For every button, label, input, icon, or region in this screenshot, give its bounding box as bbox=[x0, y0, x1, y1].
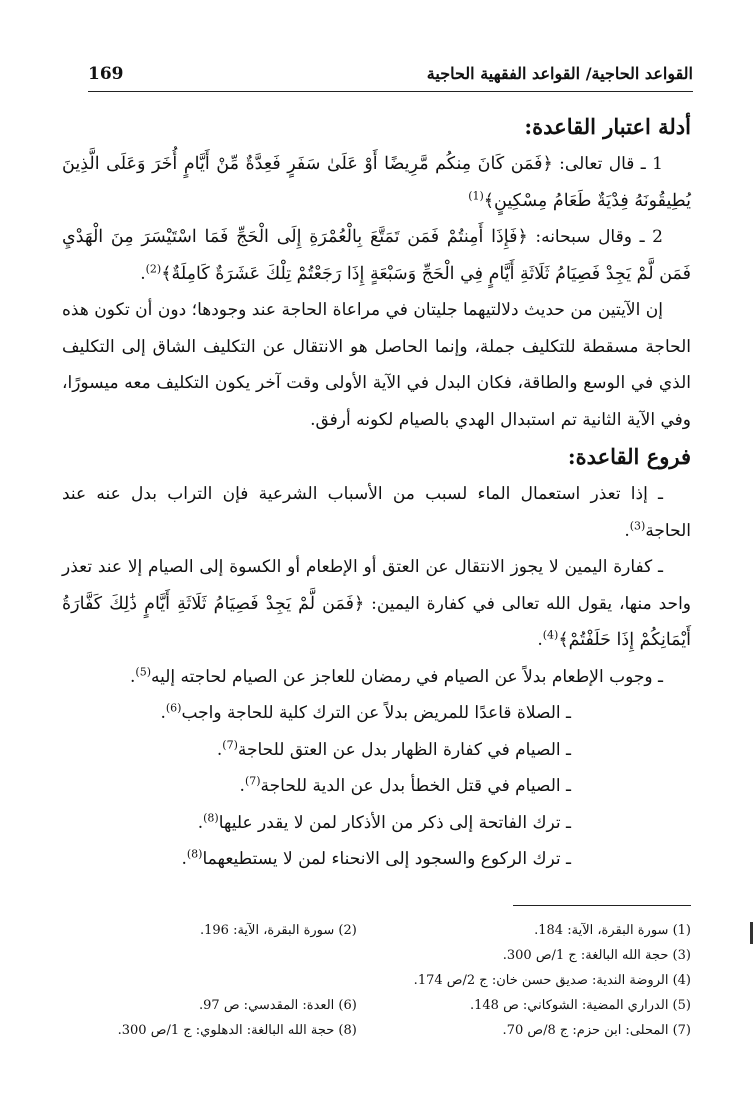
footnote-ref-1: (1) bbox=[468, 188, 484, 202]
footnote-ref-4: (4) bbox=[542, 628, 559, 642]
footnote-ref-5: (5) bbox=[135, 664, 151, 678]
branch-3-text: ـ وجوب الإطعام بدلاً عن الصيام في رمضان للعاجز عن الصيام لحاجته إليه bbox=[151, 666, 663, 687]
quran-verse-1: ﴿فَمَن كَانَ مِنكُم مَّرِيضًا أَوْ عَلَىٰ سَفَرٍ فَعِدَّةٌ مِّنْ أَيَّامٍ أُخَرَ وَعَلَى الَّذِينَ يُطِيقُونَهُ فِدْيَةٌ طَعَامُ مِسْكِينٍ﴾ bbox=[62, 154, 691, 211]
branch-1 bbox=[62, 476, 691, 549]
branch-7 bbox=[62, 805, 691, 842]
branch-5-end: . bbox=[216, 739, 223, 760]
header-rule bbox=[88, 91, 693, 92]
branch-5-text: ـ الصيام في كفارة الظهار بدل عن العتق للحاجة bbox=[237, 739, 571, 760]
branch-7-text: ـ ترك الفاتحة إلى ذكر من الأذكار لمن لا يقدر عليها bbox=[218, 812, 571, 833]
branch-4-end: . bbox=[160, 703, 166, 723]
branch-2-text: ـ كفارة اليمين لا يجوز الانتقال عن العتق أو الإطعام أو الكسوة إلى الصيام إلا عند تعذر واحد منها، يقول الله تعالى في كفارة اليمين: bbox=[62, 557, 691, 614]
page-number: 169 bbox=[88, 64, 124, 84]
page-header bbox=[88, 58, 693, 94]
evidence-1-lead: 1 ـ قال تعالى: bbox=[552, 154, 663, 174]
branch-1-end: . bbox=[624, 520, 630, 541]
branch-2-end: . bbox=[537, 630, 543, 650]
footnote-5: (5) الدراري المضية: الشوكاني: ص 148. bbox=[469, 998, 691, 1013]
footnote-ref-3: (3) bbox=[629, 518, 646, 532]
footnote-row bbox=[62, 968, 691, 993]
footnote-6: (6) العدة: المقدسي: ص 97. bbox=[199, 998, 357, 1013]
branch-6-end: . bbox=[239, 776, 245, 796]
evidence-2 bbox=[62, 219, 691, 292]
evidence-heading: أدلة اعتبار القاعدة: bbox=[524, 114, 691, 139]
branch-6-text: ـ الصيام في قتل الخطأ بدل عن الدية للحاجة bbox=[260, 776, 571, 796]
quran-verse-3: ﴿فَمَن لَّمْ يَجِدْ فَصِيَامُ ثَلَاثَةِ أَيَّامٍ ذَٰلِكَ كَفَّارَةُ أَيْمَانِكُمْ إِذَا حَلَفْتُمْ﴾ bbox=[62, 593, 691, 650]
footnote-7: (7) المحلى: ابن حزم: ج 8/ص 70. bbox=[502, 1023, 691, 1038]
branch-8-end: . bbox=[181, 849, 187, 869]
footnote-row bbox=[62, 943, 691, 968]
footnote-row bbox=[62, 918, 691, 943]
branch-6 bbox=[62, 768, 691, 805]
branch-8 bbox=[62, 841, 691, 878]
explanation-paragraph: إن الآيتين من حديث دلالتيهما جليتان في مراعاة الحاجة عند وجودها؛ دون أن تكون هذه الحاجة مسقطة للتكليف جملة، وإنما الحاصل هو الانتقال عن التكليف الشاق إلى التكليف الذي في الوسع والطاقة، فكان البدل في الآية الأولى وقت آخر يكون التكليف معه ميسورًا، وفي الآية الثانية تم استبدال الهدي بالصيام لكونه أرفق. bbox=[62, 300, 691, 430]
branch-2 bbox=[62, 549, 691, 659]
branch-5 bbox=[62, 732, 691, 769]
footnote-ref-6: (6) bbox=[165, 701, 182, 715]
branch-3 bbox=[62, 659, 691, 696]
evidence-2-lead: 2 ـ وقال سبحانه: bbox=[527, 227, 663, 247]
evidence-2-end: . bbox=[140, 263, 146, 284]
branch-4 bbox=[62, 695, 691, 732]
footnote-ref-7a: (7) bbox=[222, 737, 238, 751]
footnote-2: (2) سورة البقرة، الآية: 196. bbox=[199, 923, 357, 938]
branch-1-text: ـ إذا تعذر استعمال الماء لسبب من الأسباب الشرعية فإن التراب بدل عنه عند الحاجة bbox=[62, 484, 691, 541]
footnote-separator bbox=[513, 905, 691, 906]
branch-7-end: . bbox=[197, 812, 204, 833]
footnote-4: (4) الروضة الندية: صديق حسن خان: ج 2/ص 174. bbox=[413, 973, 691, 988]
evidence-1 bbox=[62, 146, 691, 219]
footnote-ref-7b: (7) bbox=[244, 774, 261, 788]
quran-verse-2: ﴿فَإِذَا أَمِنتُمْ فَمَن تَمَتَّعَ بِالْعُمْرَةِ إِلَى الْحَجِّ فَمَا اسْتَيْسَرَ مِنَ الْهَدْيِ فَمَن لَّمْ يَجِدْ فَصِيَامُ ثَلَاثَةِ أَيَّامٍ فِي الْحَجِّ وَسَبْعَةٍ إِذَا رَجَعْتُمْ تِلْكَ عَشَرَةٌ كَامِلَةٌ﴾ bbox=[62, 227, 691, 284]
footnote-3: (3) حجة الله البالغة: ج 1/ص 300. bbox=[502, 948, 691, 963]
footnote-1: (1) سورة البقرة، الآية: 184. bbox=[534, 923, 691, 938]
footnotes bbox=[62, 918, 691, 1043]
footnote-8: (8) حجة الله البالغة: الدهلوي: ج 1/ص 300. bbox=[117, 1023, 357, 1038]
footnote-row bbox=[62, 1018, 691, 1043]
footnote-ref-8b: (8) bbox=[186, 847, 203, 861]
branch-4-text: ـ الصلاة قاعدًا للمريض بدلاً عن الترك كلية للحاجة واجب bbox=[181, 703, 571, 723]
footnote-ref-2: (2) bbox=[145, 261, 162, 275]
running-title: القواعد الحاجية/ القواعد الفقهية الحاجية bbox=[426, 64, 693, 83]
branch-8-text: ـ ترك الركوع والسجود إلى الانحناء لمن لا يستطيعهما bbox=[202, 849, 571, 869]
footnote-row bbox=[62, 993, 691, 1018]
branch-3-end: . bbox=[130, 666, 136, 687]
main-text bbox=[62, 108, 691, 878]
branches-heading: فروع القاعدة: bbox=[567, 444, 691, 469]
footnote-ref-8a: (8) bbox=[203, 810, 219, 824]
